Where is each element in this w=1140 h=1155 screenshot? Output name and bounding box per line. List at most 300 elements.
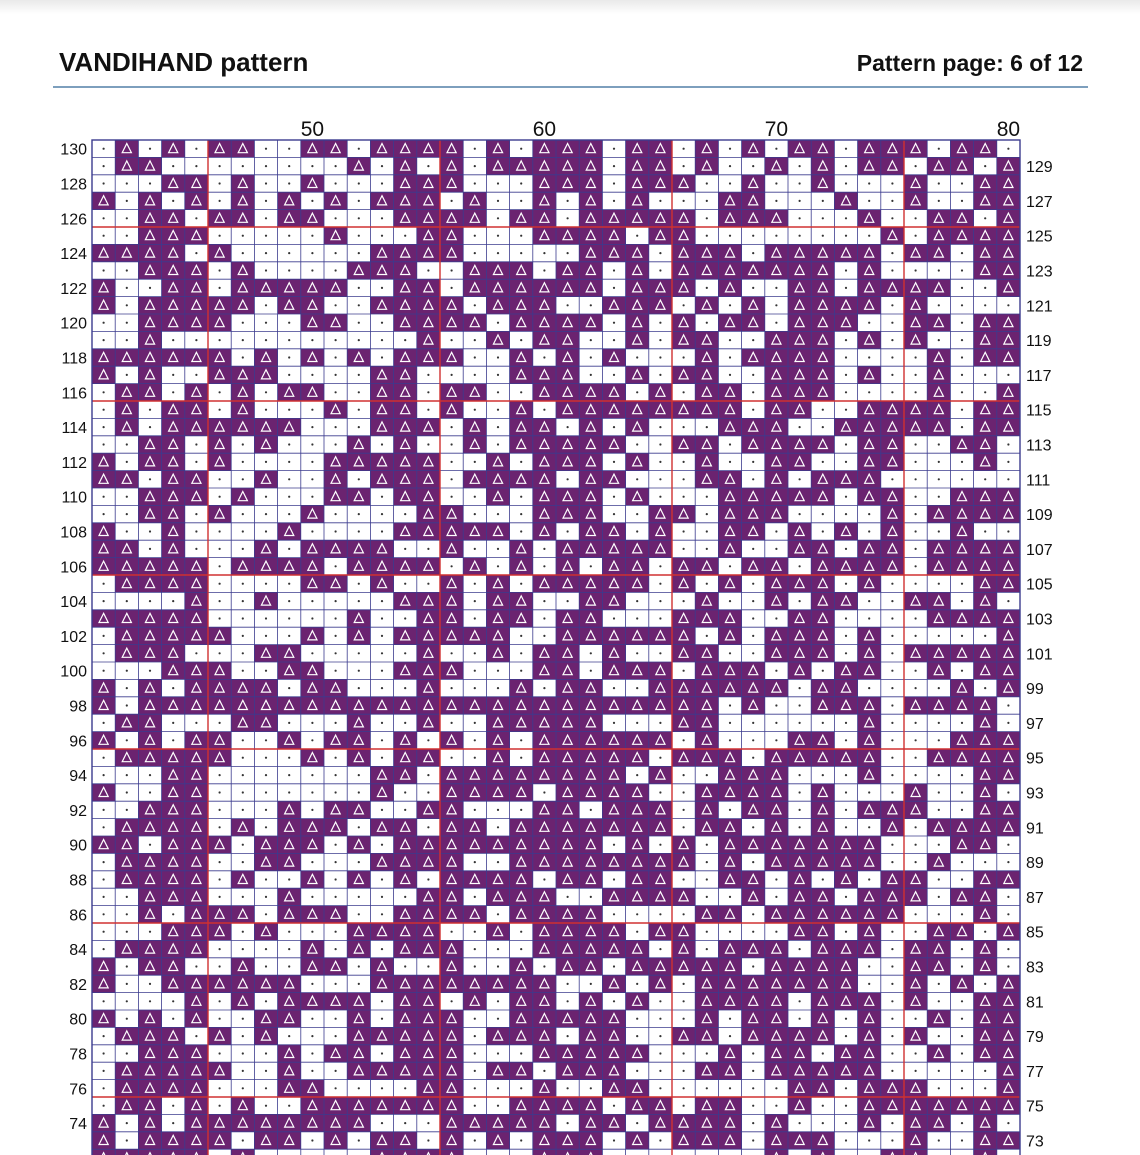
dot-symbol: [915, 635, 917, 637]
dot-symbol: [567, 426, 569, 428]
dot-symbol: [335, 217, 337, 219]
dot-symbol: [126, 1052, 128, 1054]
dot-symbol: [1007, 791, 1009, 793]
dot-symbol: [891, 600, 893, 602]
dot-symbol: [288, 931, 290, 933]
dot-symbol: [729, 165, 731, 167]
dot-symbol: [775, 1087, 777, 1089]
dot-symbol: [219, 896, 221, 898]
dot-symbol: [126, 931, 128, 933]
dot-symbol: [149, 844, 151, 846]
row-label-left: 102: [60, 628, 87, 646]
dot-symbol: [845, 182, 847, 184]
dot-symbol: [961, 913, 963, 915]
dot-symbol: [984, 287, 986, 289]
dot-symbol: [543, 965, 545, 967]
dot-symbol: [219, 617, 221, 619]
dot-symbol: [915, 1052, 917, 1054]
dot-symbol: [381, 530, 383, 532]
dot-symbol: [729, 461, 731, 463]
dot-symbol: [938, 461, 940, 463]
dot-symbol: [335, 652, 337, 654]
dot-symbol: [520, 652, 522, 654]
dot-symbol: [729, 182, 731, 184]
dot-symbol: [497, 565, 499, 567]
dot-symbol: [265, 1070, 267, 1072]
dot-symbol: [891, 983, 893, 985]
dot-symbol: [474, 617, 476, 619]
dot-symbol: [683, 548, 685, 550]
dot-symbol: [265, 513, 267, 515]
dot-symbol: [868, 322, 870, 324]
dot-symbol: [543, 687, 545, 689]
dot-symbol: [775, 931, 777, 933]
dot-symbol: [497, 513, 499, 515]
dot-symbol: [335, 165, 337, 167]
dot-symbol: [126, 739, 128, 741]
dot-symbol: [845, 148, 847, 150]
dot-symbol: [103, 913, 105, 915]
dot-symbol: [636, 356, 638, 358]
dot-symbol: [474, 896, 476, 898]
dot-symbol: [567, 1035, 569, 1037]
dot-symbol: [219, 1087, 221, 1089]
dot-symbol: [891, 861, 893, 863]
dot-symbol: [219, 409, 221, 411]
dot-symbol: [659, 339, 661, 341]
dot-symbol: [891, 1139, 893, 1141]
dot-symbol: [613, 844, 615, 846]
dot-symbol: [891, 1035, 893, 1037]
dot-symbol: [103, 165, 105, 167]
dot-symbol: [288, 182, 290, 184]
dot-symbol: [381, 287, 383, 289]
dot-symbol: [891, 1070, 893, 1072]
dot-symbol: [729, 304, 731, 306]
dot-symbol: [915, 687, 917, 689]
dot-symbol: [451, 478, 453, 480]
dot-symbol: [311, 600, 313, 602]
dot-symbol: [381, 809, 383, 811]
dot-symbol: [1007, 374, 1009, 376]
dot-symbol: [752, 931, 754, 933]
dot-symbol: [219, 478, 221, 480]
dot-symbol: [126, 304, 128, 306]
dot-symbol: [265, 148, 267, 150]
dot-symbol: [149, 1000, 151, 1002]
dot-symbol: [219, 565, 221, 567]
dot-symbol: [567, 217, 569, 219]
dot-symbol: [752, 235, 754, 237]
dot-symbol: [474, 1139, 476, 1141]
dot-symbol: [729, 931, 731, 933]
dot-symbol: [683, 478, 685, 480]
dot-symbol: [636, 600, 638, 602]
dot-symbol: [474, 409, 476, 411]
dot-symbol: [543, 635, 545, 637]
dot-symbol: [706, 217, 708, 219]
dot-symbol: [683, 809, 685, 811]
dot-symbol: [752, 722, 754, 724]
dot-symbol: [335, 269, 337, 271]
dot-symbol: [961, 252, 963, 254]
row-label-right: 127: [1026, 193, 1053, 211]
dot-symbol: [103, 391, 105, 393]
dot-symbol: [938, 478, 940, 480]
dot-symbol: [659, 1139, 661, 1141]
dot-symbol: [381, 356, 383, 358]
dot-symbol: [915, 461, 917, 463]
dot-symbol: [822, 235, 824, 237]
dot-symbol: [520, 583, 522, 585]
dot-symbol: [242, 652, 244, 654]
dot-symbol: [636, 983, 638, 985]
dot-symbol: [219, 1052, 221, 1054]
dot-symbol: [474, 374, 476, 376]
dot-symbol: [126, 530, 128, 532]
dot-symbol: [845, 722, 847, 724]
dot-symbol: [474, 739, 476, 741]
dot-symbol: [265, 165, 267, 167]
dot-symbol: [683, 670, 685, 672]
dot-symbol: [520, 391, 522, 393]
dot-symbol: [961, 1000, 963, 1002]
dot-symbol: [613, 148, 615, 150]
dot-symbol: [242, 670, 244, 672]
dot-symbol: [752, 478, 754, 480]
dot-symbol: [242, 948, 244, 950]
dot-symbol: [311, 809, 313, 811]
row-label-left: 124: [60, 246, 87, 264]
dot-symbol: [706, 426, 708, 428]
dot-symbol: [729, 374, 731, 376]
dot-symbol: [891, 635, 893, 637]
dot-symbol: [497, 1105, 499, 1107]
dot-symbol: [683, 600, 685, 602]
dot-symbol: [961, 1122, 963, 1124]
dot-symbol: [404, 652, 406, 654]
dot-symbol: [311, 1070, 313, 1072]
row-label-right: 129: [1026, 159, 1053, 177]
dot-symbol: [543, 878, 545, 880]
dot-symbol: [288, 322, 290, 324]
dot-symbol: [706, 287, 708, 289]
dot-symbol: [915, 513, 917, 515]
dot-symbol: [103, 1105, 105, 1107]
dot-symbol: [311, 861, 313, 863]
dot-symbol: [961, 182, 963, 184]
row-label-right: 115: [1026, 402, 1052, 420]
dot-symbol: [474, 687, 476, 689]
row-label-right: 87: [1026, 889, 1044, 907]
dot-symbol: [311, 339, 313, 341]
dot-symbol: [265, 878, 267, 880]
dot-symbol: [845, 1139, 847, 1141]
dot-symbol: [822, 426, 824, 428]
dot-symbol: [103, 322, 105, 324]
dot-symbol: [1007, 530, 1009, 532]
dot-symbol: [474, 182, 476, 184]
dot-symbol: [683, 148, 685, 150]
dot-symbol: [242, 1052, 244, 1054]
dot-symbol: [683, 1018, 685, 1020]
dot-symbol: [775, 235, 777, 237]
dot-symbol: [335, 374, 337, 376]
dot-symbol: [729, 652, 731, 654]
dot-symbol: [520, 496, 522, 498]
dot-symbol: [729, 565, 731, 567]
dot-symbol: [358, 304, 360, 306]
dot-symbol: [636, 1035, 638, 1037]
dot-symbol: [126, 791, 128, 793]
dot-symbol: [891, 652, 893, 654]
dot-symbol: [288, 635, 290, 637]
dot-symbol: [242, 443, 244, 445]
dot-symbol: [451, 496, 453, 498]
dot-symbol: [845, 165, 847, 167]
dot-symbol: [683, 791, 685, 793]
dot-symbol: [172, 913, 174, 915]
dot-symbol: [427, 374, 429, 376]
dot-symbol: [938, 687, 940, 689]
column-label: 60: [532, 118, 557, 141]
dot-symbol: [613, 878, 615, 880]
dot-symbol: [219, 809, 221, 811]
dot-symbol: [381, 1018, 383, 1020]
dot-symbol: [845, 409, 847, 411]
dot-symbol: [381, 443, 383, 445]
dot-symbol: [451, 374, 453, 376]
dot-symbol: [845, 287, 847, 289]
dot-symbol: [845, 1035, 847, 1037]
dot-symbol: [590, 565, 592, 567]
dot-symbol: [636, 652, 638, 654]
dot-symbol: [683, 165, 685, 167]
dot-symbol: [659, 374, 661, 376]
dot-symbol: [126, 287, 128, 289]
dot-symbol: [451, 200, 453, 202]
grid-lines-minor: [92, 140, 1020, 1155]
dot-symbol: [590, 809, 592, 811]
dot-symbol: [613, 339, 615, 341]
dot-symbol: [659, 443, 661, 445]
dot-symbol: [451, 443, 453, 445]
dot-symbol: [288, 1105, 290, 1107]
dot-symbol: [799, 722, 801, 724]
dot-symbol: [961, 1018, 963, 1020]
dot-symbol: [752, 965, 754, 967]
dot-symbol: [520, 339, 522, 341]
dot-symbol: [358, 774, 360, 776]
dot-symbol: [891, 252, 893, 254]
dot-symbol: [242, 809, 244, 811]
dot-symbol: [474, 948, 476, 950]
dot-symbol: [613, 182, 615, 184]
dot-symbol: [613, 287, 615, 289]
dot-symbol: [961, 374, 963, 376]
dot-symbol: [845, 652, 847, 654]
dot-symbol: [706, 583, 708, 585]
dot-symbol: [103, 1070, 105, 1072]
dot-symbol: [103, 809, 105, 811]
dot-symbol: [822, 722, 824, 724]
dot-symbol: [172, 1018, 174, 1020]
dot-symbol: [915, 617, 917, 619]
dot-symbol: [172, 165, 174, 167]
dot-symbol: [799, 513, 801, 515]
dot-symbol: [984, 861, 986, 863]
dot-symbol: [1007, 600, 1009, 602]
dot-symbol: [242, 548, 244, 550]
dot-symbol: [659, 791, 661, 793]
dot-symbol: [799, 426, 801, 428]
dot-symbol: [335, 513, 337, 515]
dot-symbol: [474, 1018, 476, 1020]
dot-symbol: [288, 148, 290, 150]
dot-symbol: [752, 826, 754, 828]
row-label-left: 104: [60, 594, 87, 612]
dot-symbol: [358, 861, 360, 863]
dot-symbol: [799, 704, 801, 706]
dot-symbol: [891, 478, 893, 480]
dot-symbol: [381, 757, 383, 759]
dot-symbol: [474, 1052, 476, 1054]
dot-symbol: [590, 652, 592, 654]
dot-symbol: [242, 791, 244, 793]
row-label-right: 77: [1026, 1063, 1044, 1081]
dot-symbol: [219, 269, 221, 271]
dot-symbol: [381, 913, 383, 915]
dot-symbol: [520, 530, 522, 532]
dot-symbol: [729, 339, 731, 341]
dot-symbol: [103, 182, 105, 184]
dot-symbol: [103, 635, 105, 637]
dot-symbol: [915, 217, 917, 219]
dot-symbol: [822, 409, 824, 411]
dot-symbol: [567, 1000, 569, 1002]
dot-symbol: [961, 322, 963, 324]
dot-symbol: [474, 1105, 476, 1107]
dot-symbol: [497, 182, 499, 184]
dot-symbol: [335, 635, 337, 637]
dot-symbol: [520, 809, 522, 811]
dot-symbol: [729, 600, 731, 602]
dot-symbol: [915, 722, 917, 724]
dot-symbol: [103, 217, 105, 219]
dot-symbol: [683, 1105, 685, 1107]
dot-symbol: [822, 1122, 824, 1124]
dot-symbol: [775, 896, 777, 898]
dot-symbol: [288, 496, 290, 498]
dot-symbol: [543, 252, 545, 254]
dot-symbol: [103, 600, 105, 602]
dot-symbol: [891, 356, 893, 358]
dot-symbol: [799, 809, 801, 811]
dot-symbol: [659, 948, 661, 950]
dot-symbol: [659, 356, 661, 358]
dot-symbol: [799, 1018, 801, 1020]
dot-symbol: [265, 948, 267, 950]
dot-symbol: [822, 1105, 824, 1107]
dot-symbol: [311, 722, 313, 724]
dot-symbol: [126, 374, 128, 376]
dot-symbol: [358, 217, 360, 219]
dot-symbol: [126, 217, 128, 219]
dot-symbol: [242, 844, 244, 846]
dot-symbol: [311, 896, 313, 898]
dot-symbol: [311, 200, 313, 202]
dot-symbol: [891, 670, 893, 672]
dot-symbol: [358, 983, 360, 985]
dot-symbol: [242, 252, 244, 254]
dot-symbol: [311, 461, 313, 463]
dot-symbol: [938, 774, 940, 776]
dot-symbol: [358, 896, 360, 898]
dot-symbol: [984, 304, 986, 306]
dot-symbol: [520, 670, 522, 672]
dot-symbol: [265, 200, 267, 202]
dot-symbol: [683, 739, 685, 741]
dot-symbol: [103, 513, 105, 515]
dot-symbol: [891, 1000, 893, 1002]
row-label-left: 128: [60, 176, 87, 194]
dot-symbol: [265, 1087, 267, 1089]
dot-symbol: [683, 826, 685, 828]
dot-symbol: [683, 878, 685, 880]
dot-symbol: [706, 635, 708, 637]
dot-symbol: [636, 617, 638, 619]
dot-symbol: [683, 983, 685, 985]
dot-symbol: [706, 322, 708, 324]
dot-symbol: [311, 617, 313, 619]
dot-symbol: [474, 809, 476, 811]
dot-symbol: [126, 670, 128, 672]
dot-symbol: [335, 791, 337, 793]
dot-symbol: [103, 496, 105, 498]
dot-symbol: [497, 1052, 499, 1054]
dot-symbol: [335, 426, 337, 428]
dot-symbol: [845, 791, 847, 793]
dot-symbol: [126, 182, 128, 184]
dot-symbol: [497, 809, 499, 811]
dot-symbol: [938, 583, 940, 585]
dot-symbol: [752, 913, 754, 915]
dot-symbol: [822, 774, 824, 776]
dot-symbol: [103, 1052, 105, 1054]
dot-symbol: [938, 1070, 940, 1072]
row-label-right: 111: [1026, 472, 1051, 490]
dot-symbol: [474, 1070, 476, 1072]
dot-symbol: [845, 461, 847, 463]
dot-symbol: [775, 722, 777, 724]
dot-symbol: [242, 461, 244, 463]
row-label-left: 114: [61, 420, 87, 438]
dot-symbol: [891, 217, 893, 219]
dot-symbol: [149, 931, 151, 933]
dot-symbol: [265, 322, 267, 324]
dot-symbol: [474, 583, 476, 585]
dot-symbol: [799, 182, 801, 184]
dot-symbol: [659, 1000, 661, 1002]
dot-symbol: [938, 304, 940, 306]
dot-symbol: [938, 530, 940, 532]
dot-symbol: [242, 1018, 244, 1020]
dot-symbol: [358, 182, 360, 184]
dot-symbol: [915, 913, 917, 915]
dot-symbol: [358, 652, 360, 654]
dot-symbol: [775, 200, 777, 202]
dot-symbol: [613, 322, 615, 324]
